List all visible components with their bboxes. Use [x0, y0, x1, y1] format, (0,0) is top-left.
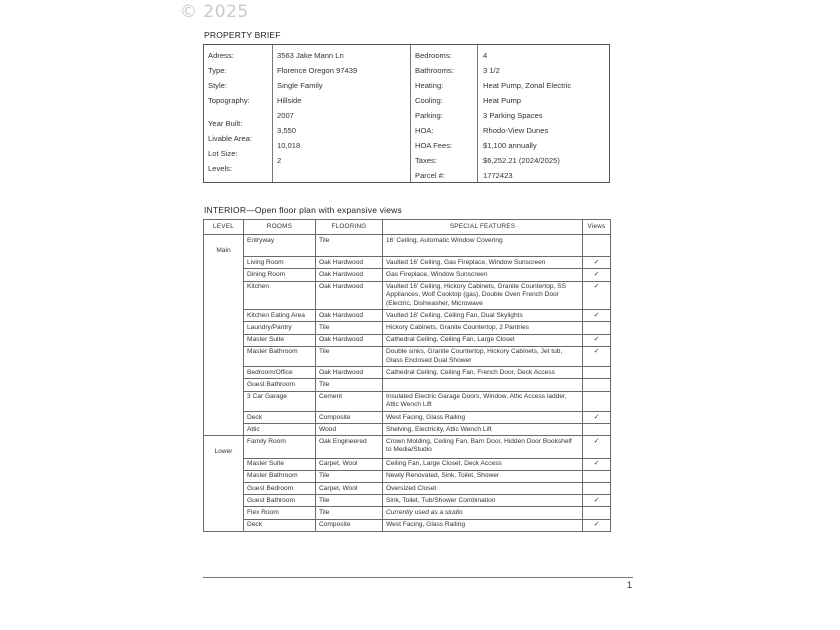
level-spacer [204, 257, 244, 269]
features-cell: Cathedral Ceiling, Ceiling Fan, French Door, Deck Access [383, 367, 583, 379]
features-cell: Vaulted 16' Ceiling, Hickory Cabinets, Granite Countertop, SS Appliances, Wolf Cooktop (gas), Double Oven French Door (Electric, Dishwasher, Microwave [383, 281, 583, 310]
features-cell: Vaulted 16' Ceiling, Gas Fireplace, Window Sunscreen [383, 257, 583, 269]
table-row [204, 391, 611, 411]
footer-rule [203, 577, 633, 578]
brief-value-bathrooms: 3 1/2 [483, 66, 500, 75]
brief-value-heating: Heat Pump, Zonal Electric [483, 81, 572, 90]
interior-title: INTERIOR—Open floor plan with expansive views [204, 205, 402, 215]
brief-value-address: 3563 Jake Mann Ln [277, 51, 344, 60]
flooring-cell: Composite [316, 519, 383, 531]
table-row [204, 322, 611, 334]
brief-divider-3 [477, 45, 478, 182]
table-row [204, 269, 611, 281]
features-cell: Cathedral Ceiling, Ceiling Fan, Large Closet [383, 334, 583, 346]
level-spacer [204, 507, 244, 519]
level-spacer [204, 269, 244, 281]
brief-label-bathrooms: Bathrooms: [415, 66, 454, 75]
brief-value-topography: Hillside [277, 96, 302, 105]
views-check [583, 379, 611, 391]
room-cell: Flex Room [244, 507, 316, 519]
features-cell: Vaulted 16' Ceiling, Ceiling Fan, Dual Skylights [383, 310, 583, 322]
room-cell: Master Suite [244, 458, 316, 470]
views-check [583, 424, 611, 436]
flooring-cell: Tile [316, 507, 383, 519]
level-spacer [204, 310, 244, 322]
table-row [204, 235, 611, 257]
brief-label-levels: Levels: [208, 164, 233, 173]
level-spacer [204, 346, 244, 366]
room-cell: Bedroom/Office [244, 367, 316, 379]
table-row [204, 281, 611, 310]
room-cell: Guest Bathroom [244, 379, 316, 391]
features-cell: Insulated Electric Garage Doors, Window, Attic Access ladder, Attic Wench Lift [383, 391, 583, 411]
table-row [204, 424, 611, 436]
page-number: 1 [627, 580, 633, 590]
brief-value-levels: 2 [277, 156, 282, 165]
table-row [204, 367, 611, 379]
views-check [583, 322, 611, 334]
room-cell: 3 Car Garage [244, 391, 316, 411]
room-cell: Guest Bedroom [244, 483, 316, 495]
flooring-cell: Oak Hardwood [316, 257, 383, 269]
brief-value-parking: 3 Parking Spaces [483, 111, 543, 120]
flooring-cell: Carpet, Wool [316, 483, 383, 495]
room-cell: Master Bathroom [244, 470, 316, 482]
features-cell: Currently used as a studio [383, 507, 583, 519]
table-row [204, 334, 611, 346]
features-cell: Newly Renovated, Sink, Toilet, Shower [383, 470, 583, 482]
views-cell [583, 235, 611, 257]
features-cell: Double sinks, Granite Countertop, Hickory Cabinets, Jet tub, Glass Enclosed Dual Shower [383, 346, 583, 366]
flooring-cell: Oak Engineered [316, 436, 383, 458]
level-spacer [204, 424, 244, 436]
brief-divider-2 [410, 45, 411, 182]
brief-label-hoa-fees: HOA Fees: [415, 141, 453, 150]
brief-value-parcel: 1772423 [483, 171, 513, 180]
level-spacer [204, 458, 244, 470]
features-cell: West Facing, Glass Railing [383, 519, 583, 531]
table-row [204, 346, 611, 366]
views-check [583, 470, 611, 482]
views-check [583, 507, 611, 519]
flooring-cell: Tile [316, 322, 383, 334]
features-cell: Hickory Cabinets, Granite Countertop, 2 Pantries [383, 322, 583, 334]
brief-label-address: Adress: [208, 51, 234, 60]
room-cell: Family Room [244, 436, 316, 458]
table-row [204, 495, 611, 507]
room-cell: Master Suite [244, 334, 316, 346]
level-main: Main [204, 235, 244, 257]
brief-value-type: Florence Oregon 97439 [277, 66, 358, 75]
brief-label-livable-area: Livable Area: [208, 134, 252, 143]
level-lower: Lower [204, 436, 244, 458]
flooring-cell: Tile [316, 379, 383, 391]
brief-label-hoa: HOA: [415, 126, 434, 135]
brief-label-taxes: Taxes: [415, 156, 437, 165]
flooring-cell: Oak Hardwood [316, 281, 383, 310]
views-check: ✓ [583, 519, 611, 531]
views-check: ✓ [583, 458, 611, 470]
brief-value-cooling: Heat Pump [483, 96, 521, 105]
room-cell: Master Bathroom [244, 346, 316, 366]
brief-label-lot-size: Lot Size: [208, 149, 238, 158]
brief-label-cooling: Cooling: [415, 96, 443, 105]
header-level: LEVEL [204, 220, 244, 235]
views-check: ✓ [583, 334, 611, 346]
features-cell: 16' Ceiling, Automatic Window Covering [383, 235, 583, 257]
table-row [204, 470, 611, 482]
table-row [204, 257, 611, 269]
views-check: ✓ [583, 495, 611, 507]
room-cell: Living Room [244, 257, 316, 269]
brief-value-lot-size: 10,018 [277, 141, 301, 150]
level-spacer [204, 334, 244, 346]
flooring-cell: Tile [316, 346, 383, 366]
brief-value-year-built: 2007 [277, 111, 294, 120]
room-cell: Attic [244, 424, 316, 436]
level-spacer [204, 470, 244, 482]
views-check [583, 367, 611, 379]
features-cell: Sink, Toilet, Tub/Shower Combination [383, 495, 583, 507]
interior-table [203, 219, 611, 532]
features-cell: Oversized Closet [383, 483, 583, 495]
brief-value-bedrooms: 4 [483, 51, 488, 60]
views-check [583, 391, 611, 411]
brief-label-bedrooms: Bedrooms: [415, 51, 452, 60]
flooring-cell: Composite [316, 412, 383, 424]
level-spacer [204, 322, 244, 334]
brief-label-style: Style: [208, 81, 227, 90]
features-cell [383, 379, 583, 391]
level-spacer [204, 412, 244, 424]
brief-value-hoa: Rhodo-View Dunes [483, 126, 549, 135]
level-spacer [204, 519, 244, 531]
level-spacer [204, 483, 244, 495]
room-cell: Deck [244, 412, 316, 424]
header-views: Views [583, 220, 611, 235]
room-cell: Deck [244, 519, 316, 531]
brief-value-style: Single Family [277, 81, 323, 90]
level-spacer [204, 281, 244, 310]
level-spacer [204, 391, 244, 411]
table-row [204, 412, 611, 424]
features-cell: Gas Fireplace, Window Sunscreen [383, 269, 583, 281]
brief-label-heating: Heating: [415, 81, 444, 90]
brief-label-year-built: Year Built: [208, 119, 243, 128]
flooring-cell: Tile [316, 470, 383, 482]
table-row [204, 483, 611, 495]
views-check: ✓ [583, 310, 611, 322]
flooring-cell: Oak Hardwood [316, 310, 383, 322]
views-check: ✓ [583, 436, 611, 458]
room-cell: Entryway [244, 235, 316, 257]
views-check: ✓ [583, 281, 611, 310]
views-check: ✓ [583, 412, 611, 424]
views-check [583, 483, 611, 495]
flooring-cell: Cement [316, 391, 383, 411]
features-cell: Ceiling Fan, Large Closet, Deck Access [383, 458, 583, 470]
room-cell: Laundry/Pantry [244, 322, 316, 334]
views-check: ✓ [583, 346, 611, 366]
table-row [204, 310, 611, 322]
features-cell: West Facing, Glass Railing [383, 412, 583, 424]
room-cell: Kitchen Eating Area [244, 310, 316, 322]
room-cell: Dining Room [244, 269, 316, 281]
table-row [204, 458, 611, 470]
features-cell: Crown Molding, Ceiling Fan, Barn Door, Hidden Door Bookshelf to Media/Studio [383, 436, 583, 458]
views-check: ✓ [583, 269, 611, 281]
brief-value-hoa-fees: $1,100 annually [483, 141, 537, 150]
table-row [204, 436, 611, 458]
flooring-cell: Wood [316, 424, 383, 436]
brief-label-topography: Topography: [208, 96, 250, 105]
views-check: ✓ [583, 257, 611, 269]
interior-header-row [204, 220, 611, 235]
room-cell: Guest Bathroom [244, 495, 316, 507]
header-special-features: SPECIAL FEATURES [383, 220, 583, 235]
copyright-watermark: © 2025 [180, 2, 249, 22]
flooring-cell: Oak Hardwood [316, 269, 383, 281]
flooring-cell: Carpet, Wool [316, 458, 383, 470]
table-row [204, 379, 611, 391]
property-brief-title: PROPERTY BRIEF [204, 30, 281, 40]
level-spacer [204, 495, 244, 507]
brief-label-type: Type: [208, 66, 227, 75]
brief-label-parking: Parking: [415, 111, 443, 120]
level-spacer [204, 379, 244, 391]
flooring-cell: Tile [316, 235, 383, 257]
features-cell: Shelving, Electricity, Attic Wench Lift [383, 424, 583, 436]
brief-divider-1 [272, 45, 273, 182]
flooring-cell: Tile [316, 495, 383, 507]
flooring-cell: Oak Hardwood [316, 334, 383, 346]
brief-value-taxes: $6,252.21 (2024/2025) [483, 156, 560, 165]
brief-label-parcel: Parcel #: [415, 171, 445, 180]
header-flooring: FLOORING [316, 220, 383, 235]
header-rooms: ROOMS [244, 220, 316, 235]
brief-value-livable-area: 3,550 [277, 126, 297, 135]
table-row [204, 519, 611, 531]
table-row [204, 507, 611, 519]
flooring-cell: Oak Hardwood [316, 367, 383, 379]
room-cell: Kitchen [244, 281, 316, 310]
property-brief-box [203, 44, 610, 183]
level-spacer [204, 367, 244, 379]
